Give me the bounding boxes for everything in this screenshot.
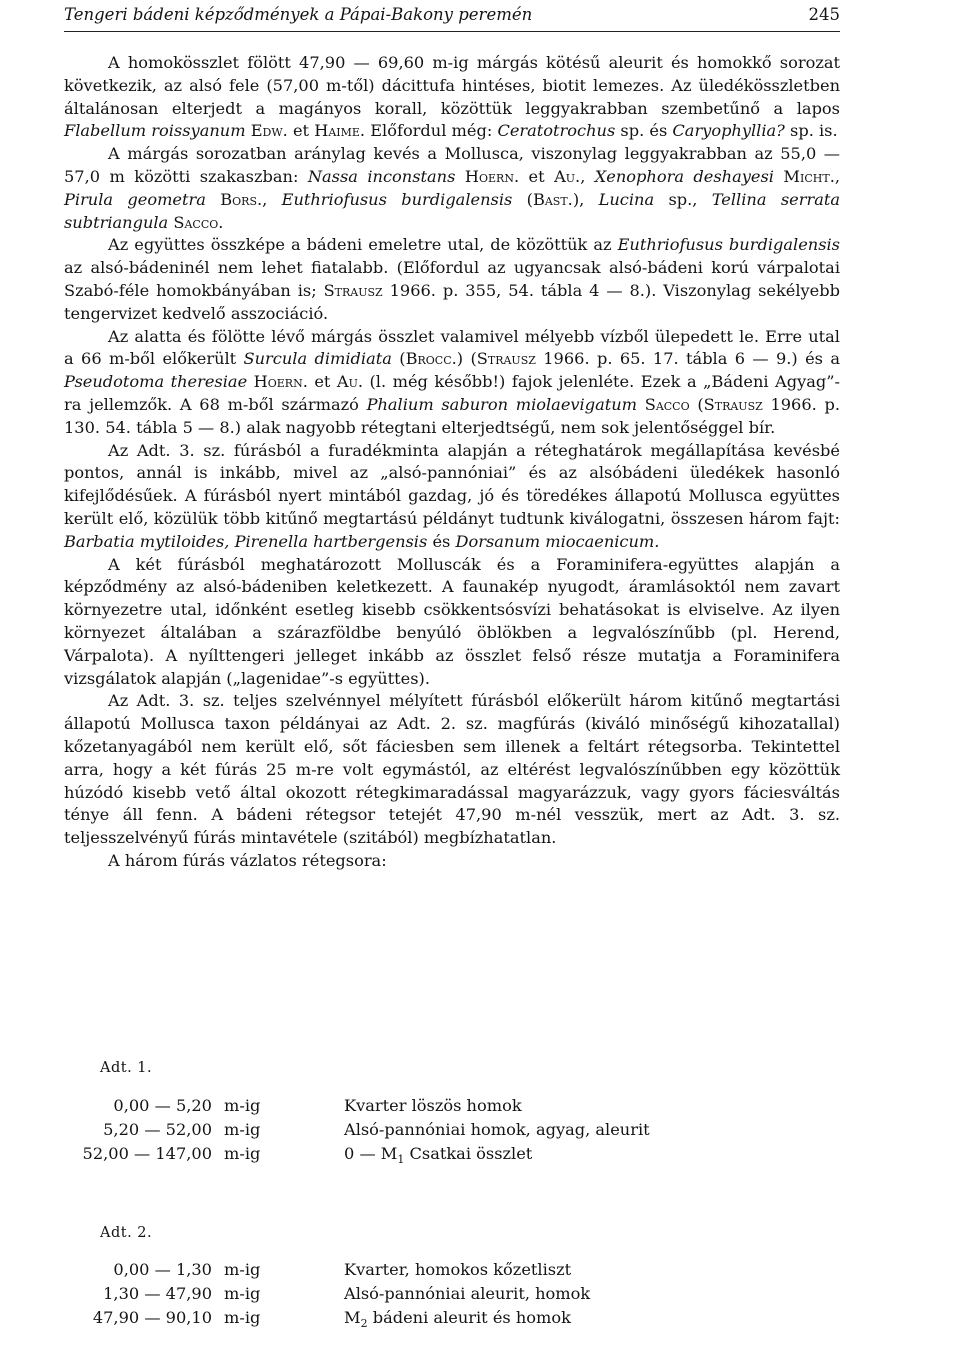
text-run: Az Adt. 3. sz. fúrásból a furadékminta alapján a réteghatárok megállapítása kevésbé pontos, annál is inkább, mivel az „alsó-pannóniai” és az alsóbádeni üledékek hasonló kifejlődésűek. A fúrásból nyert mintából gazdag, jó és töredékes állapotú Mollusca együttes került elő, közülük több kitűnő megtartású példányt tudtunk kiválogatni, összesen három fajt: — [64, 440, 840, 528]
text-run: sp. is. — [784, 121, 838, 141]
depth-unit: m-ig — [224, 1144, 261, 1163]
italic-text: Euthriofusus burdigalensis — [617, 235, 840, 255]
text-run: Az Adt. 3. sz. teljes szelvénnyel mélyített fúrásból előkerült három kitűnő megtartási állapotú Mollusca taxon példányai az Adt. 2. sz. magfúrás (kiváló minőségű kihozatallal) kőzetanyagából nem került elő, sőt fáciesben sem illenek a feltárt rétegsorba. Tekintettel arra, hogy a két fúrás 25 m-re volt egymástól, az eltérést legvalószínűbben egy közöttük húzódó kisebb vető által okozott rétegkimaradással magyarázzuk, vagy gyors fáciesváltás ténye áll fenn. A bádeni rétegsor tetejét 47,90 m-nél vesszük, mert az Adt. 3. sz. teljesszelvényű fúrás mintavétele (szitából) megbízhatatlan. — [64, 691, 840, 848]
depth-unit: m-ig — [224, 1260, 261, 1279]
running-head: Tengeri bádeni képződmények a Pápai-Bakony peremén — [64, 5, 533, 24]
italic-text: Tellina serrata subtriangula — [64, 189, 840, 232]
author-name: Brocc. — [405, 349, 457, 369]
text-run: ( — [391, 349, 406, 369]
text-run — [774, 167, 783, 186]
text-run: sp. és — [615, 121, 673, 141]
paragraph — [64, 326, 840, 440]
depth-range: 0,00 — 5,20 — [113, 1096, 212, 1115]
italic-text: Ceratotrochus — [497, 121, 616, 141]
paragraph — [64, 440, 840, 554]
log-row — [64, 1282, 840, 1306]
lithology-text: Kvarter löszös homok — [344, 1096, 522, 1115]
depth-range: 0,00 — 1,30 — [113, 1260, 212, 1279]
italic-text: Phalium saburon miolaevigatum — [366, 394, 638, 414]
author-name: Edw. — [250, 121, 288, 141]
lithology-text: 0 — M — [344, 1144, 398, 1163]
author-name: Sacco. — [173, 212, 224, 232]
italic-text: Xenophora deshayesi — [594, 166, 774, 186]
author-name: Au. — [336, 372, 364, 392]
text-run: ( — [512, 189, 533, 209]
paragraph — [64, 52, 840, 143]
depth-range: 47,90 — 90,10 — [92, 1308, 212, 1327]
depth-unit: m-ig — [224, 1284, 261, 1303]
depth-range: 5,20 — 52,00 — [103, 1120, 212, 1139]
depth-range: 52,00 — 147,00 — [82, 1144, 212, 1163]
text-run: A márgás sorozatban aránylag kevés a Mollusca, viszonylag leggyakrabban az 55,0 — 57,0 m közötti szakaszban: — [64, 144, 840, 186]
text-run: ), — [572, 189, 599, 209]
paragraph — [64, 850, 840, 873]
author-name: Haime. — [314, 121, 366, 141]
well-title: Adt. 1. — [100, 1060, 153, 1076]
text-run: ) ( — [456, 349, 477, 369]
text-run: ( — [689, 394, 704, 414]
text-run: és — [427, 531, 456, 551]
log-row — [64, 1118, 840, 1142]
depth-range: 1,30 — 47,90 — [103, 1284, 212, 1303]
stage-subscript: 2 — [360, 1317, 368, 1331]
text-run — [637, 395, 645, 414]
text-run: et — [307, 372, 337, 392]
text-run: 1966. p. 355, 54. tábla 4 — 8.). Viszonylag sekélyebb tengervizet kedvelő asszociáció. — [64, 280, 840, 323]
log-row — [64, 1306, 840, 1330]
text-run: Az együttes összképe a bádeni emeletre utal, de közöttük az — [108, 235, 618, 255]
lithology-text: M — [344, 1308, 361, 1327]
text-run: et — [519, 166, 555, 186]
text-run: sp., — [654, 189, 712, 209]
text-run: az alsó-bádeninél nem lehet fiatalabb. (Előfordul az ugyancsak alsó-bádeni korú várpalotai Szabó-féle homokbányában is; — [64, 258, 840, 300]
paragraph — [64, 554, 840, 691]
text-run: A két fúrásból meghatározott Molluscák és a Foraminifera-együttes alapján a képződmény az alsó-bádeniben keletkezett. A faunakép nyugodt, áramlásoktól nem zavart környezetre utal, időnként esetleg kisebb csökkentsósvízi behatásokat is elviselve. Az ilyen környezet általában a szárazföldbe benyúló öblökben a legvalószínűbb (pl. Herend, Várpalota). A nyílttengeri jelleget inkább az összlet felső része mutatja a Foraminifera vizsgálatok alapján („lagenidae”-s együttes). — [64, 554, 840, 688]
paragraph — [64, 690, 840, 850]
paragraph — [64, 143, 840, 234]
italic-text: Euthriofusus burdigalensis — [281, 189, 513, 209]
lithology-text: Alsó-pannóniai aleurit, homok — [344, 1284, 591, 1303]
italic-text: Dorsanum miocaenicum. — [455, 531, 660, 551]
paragraph — [64, 234, 840, 325]
author-name: Strausz — [323, 280, 383, 300]
text-run — [455, 167, 464, 186]
author-name: Bast. — [532, 189, 573, 209]
lithology-text: bádeni aleurit és homok — [367, 1308, 571, 1327]
author-name: Sacco — [644, 394, 690, 414]
depth-unit: m-ig — [224, 1120, 261, 1139]
well-title: Adt. 2. — [100, 1225, 153, 1241]
author-name: Bors. — [220, 189, 263, 209]
header-rule — [64, 31, 840, 32]
author-name: Strausz — [476, 349, 536, 369]
italic-text: Pseudotoma theresiae — [64, 372, 248, 392]
italic-text: Pirula geometra — [64, 189, 206, 209]
stage-subscript: 1 — [397, 1153, 405, 1167]
text-run: A három fúrás vázlatos rétegsora: — [108, 850, 387, 870]
italic-text: Caryophyllia? — [672, 121, 785, 141]
page-header — [64, 4, 840, 28]
text-run: (l. még később!) fajok jelenléte. Ezek a „Bádeni Agyag”-ra jellemzők. A 68 m-ből származó — [64, 372, 840, 414]
author-name: Strausz — [703, 394, 763, 414]
author-name: Au. — [554, 166, 581, 186]
lithology-text: Alsó-pannóniai homok, agyag, aleurit — [344, 1120, 650, 1139]
italic-text: Barbatia mytiloides, Pirenella hartbergensis — [64, 531, 428, 551]
lithology — [344, 1094, 522, 1118]
lithology — [344, 1282, 590, 1306]
author-name: Micht. — [783, 166, 835, 186]
depth-unit: m-ig — [224, 1096, 261, 1115]
lithology — [344, 1118, 650, 1142]
text-run: Előfordul még: — [365, 121, 498, 141]
author-name: Hoern. — [253, 372, 308, 392]
text-run: 1966. p. 65. 17. tábla 6 — 9.) és a — [535, 349, 840, 369]
log-row — [64, 1094, 840, 1118]
lithology — [344, 1142, 532, 1172]
lithology-text: Csatkai összlet — [404, 1144, 533, 1163]
lithology — [344, 1258, 571, 1282]
text-run: , — [262, 189, 282, 209]
italic-text: Flabellum roissyanum — [64, 121, 246, 141]
text-run: Az alatta és fölötte lévő márgás összlet valamivel mélyebb vízből ülepedett le. Erre utal a 66 m-ből előkerült — [64, 326, 840, 369]
log-row — [64, 1258, 840, 1282]
author-name: Hoern. — [464, 166, 520, 186]
italic-text: Nassa inconstans — [307, 166, 456, 186]
text-run: , — [834, 166, 840, 186]
text-run: A homokösszlet fölött 47,90 — 69,60 m-ig márgás kötésű aleurit és homokkő sorozat következik, az alsó fele (57,00 m-től) dácittufa hintéses, biotit lemezes. Az üledékösszletben általánosan elterjedt a magányos korall, közöttük leggyakrabban szembetűnő a lapos — [64, 53, 840, 118]
log-row — [64, 1142, 840, 1166]
body-text — [64, 52, 840, 873]
lithology — [344, 1306, 571, 1336]
lithology-text: Kvarter, homokos kőzetliszt — [344, 1260, 572, 1279]
italic-text: Lucina — [598, 189, 655, 209]
page-number: 245 — [808, 5, 840, 24]
italic-text: Surcula dimidiata — [243, 349, 392, 369]
text-run — [206, 190, 220, 209]
text-run: et — [287, 121, 315, 141]
text-run: 1966. p. 130. 54. tábla 5 — 8.) alak nagyobb rétegtani elterjedtségű, nem sok jelentőséggel bír. — [64, 394, 840, 437]
depth-unit: m-ig — [224, 1308, 261, 1327]
text-run: , — [580, 166, 595, 186]
